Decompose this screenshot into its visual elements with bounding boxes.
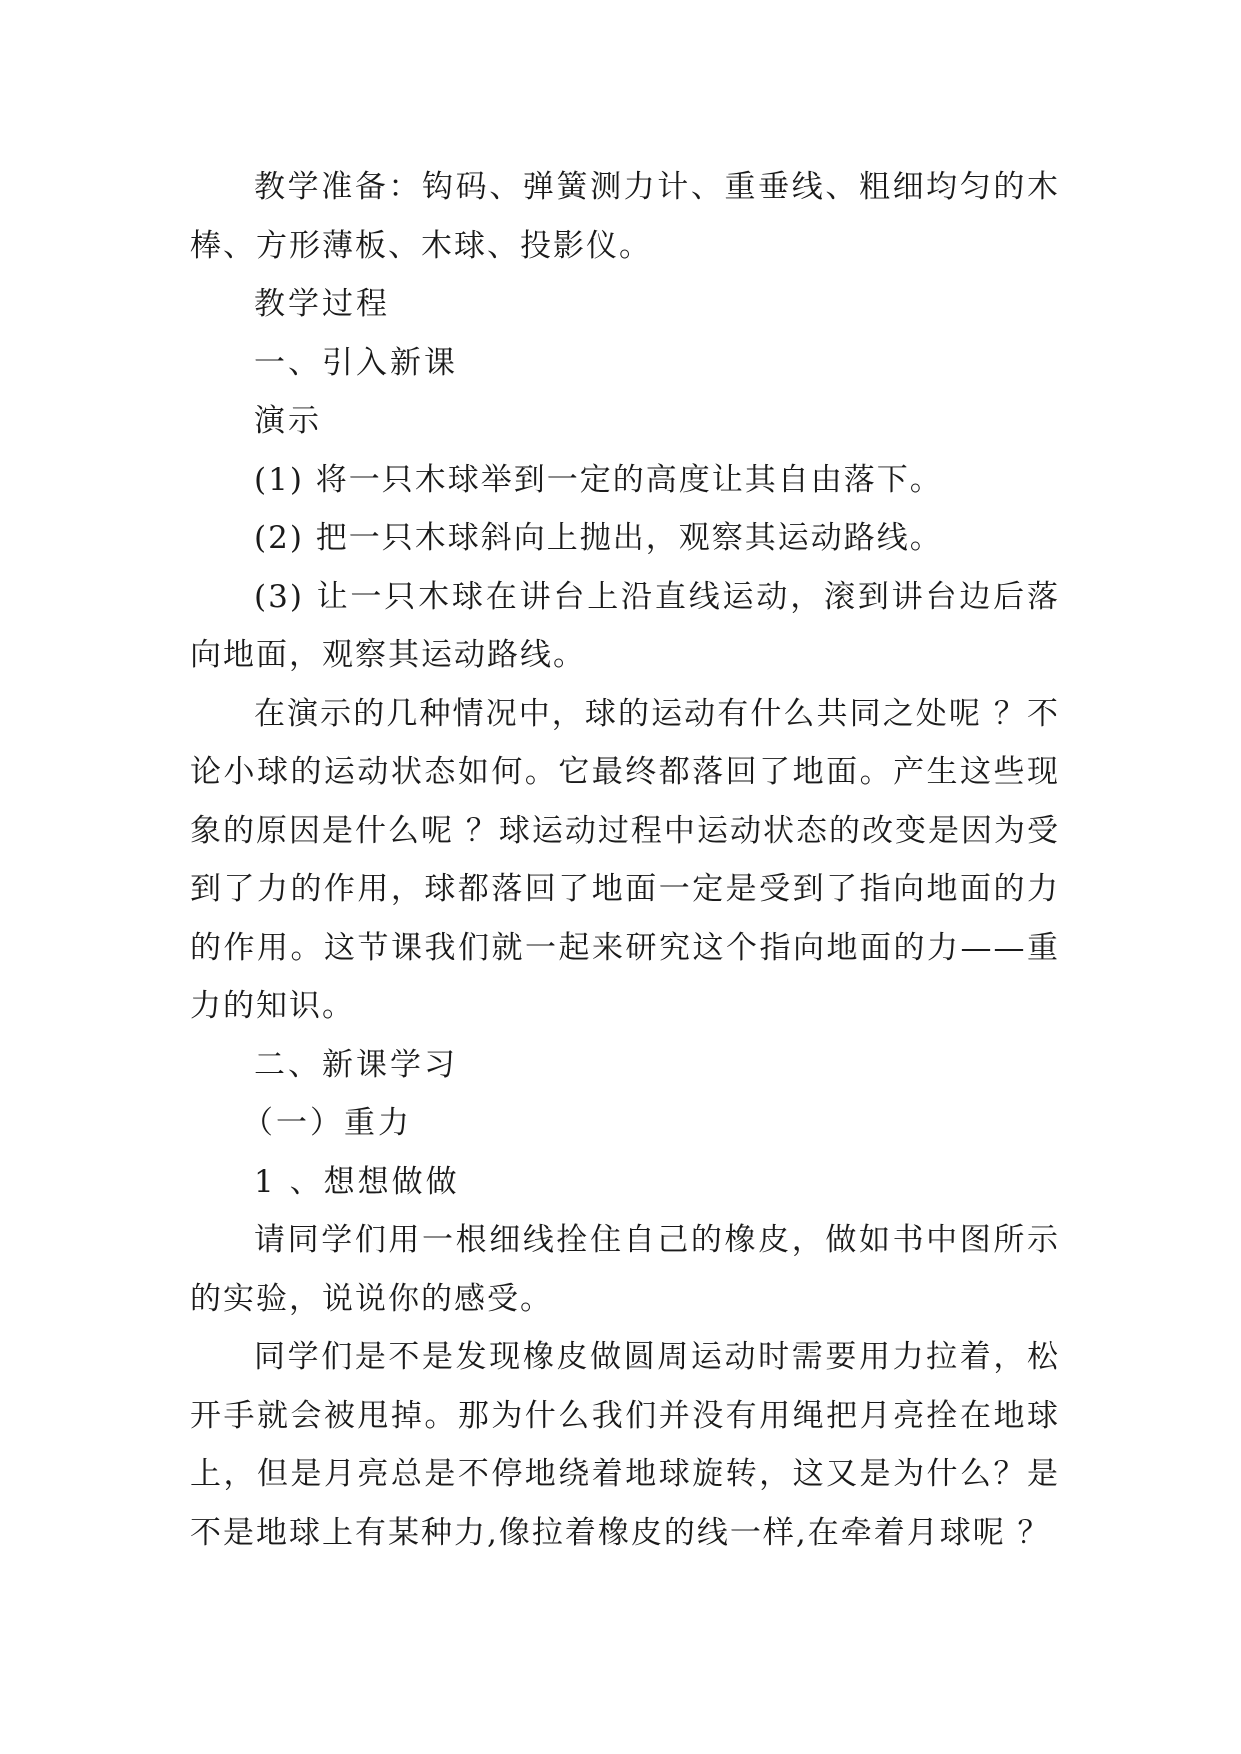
think-and-do-heading: 1 、想想做做 — [254, 1163, 460, 1200]
section-one-heading: 一、引入新课 — [254, 344, 458, 381]
subsection-gravity-heading: （一）重力 — [242, 1105, 412, 1141]
demo-discussion-paragraph: 在演示的几种情况中，球的运动有什么共同之处呢 ？不论小球的运动状态如何。它最终都落回了地面。产生这些现象的原因是什么呢 ？球运动过程中运动状态的改变是因为受到了力的作用，球都落回了地面一定是受到了指向地面的力的作用。这节课我们就一起来研究这个指向地面的力——重力的知识。 — [190, 695, 1060, 1024]
demo-step-3: (3) 让一只木球在讲台上沿直线运动，滚到讲台边后落向地面，观察其运动路线。 — [190, 578, 1060, 673]
moon-question-paragraph: 同学们是不是发现橡皮做圆周运动时需要用力拉着，松开手就会被甩掉。那为什么我们并没有用绳把月亮拴在地球上，但是月亮总是不停地绕着地球旋转，这又是为什么？是不是地球上有某种力,像拉着橡皮的线一样,在牵着月球呢 ？ — [190, 1339, 1060, 1551]
teaching-preparation-paragraph: 教学准备：钩码、弹簧测力计、重垂线、粗细均匀的木棒、方形薄板、木球、投影仪。 — [190, 169, 1060, 264]
teaching-process-heading: 教学过程 — [254, 286, 390, 322]
demo-step-1: (1) 将一只木球举到一定的高度让其自由落下。 — [254, 461, 943, 498]
document-page — [190, 158, 1060, 1562]
demo-heading: 演示 — [254, 403, 322, 439]
demo-step-2: (2) 把一只木球斜向上抛出，观察其运动路线。 — [254, 520, 943, 556]
experiment-instruction-paragraph: 请同学们用一根细线拴住自己的橡皮，做如书中图所示的实验，说说你的感受。 — [190, 1222, 1060, 1317]
section-two-heading: 二、新课学习 — [254, 1046, 458, 1083]
